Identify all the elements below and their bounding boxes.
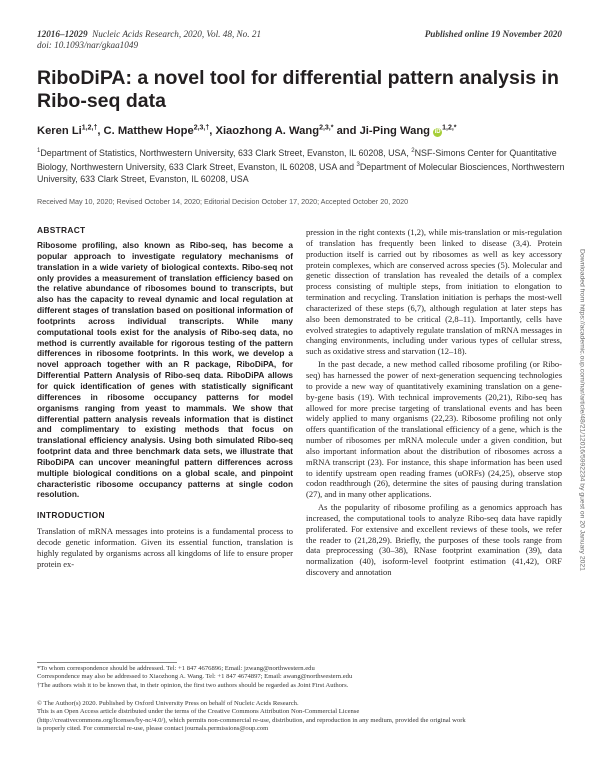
journal-info: Nucleic Acids Research, 2020, Vol. 48, No. 21 bbox=[92, 29, 262, 39]
affiliations: $^1$Department of Statistics, Northwestern University, 633 Clark Street, Evanston, IL 60208, USA, $^2$NSF-Simons Center for Quantitative Biology, Northwestern University, 633 Clark Street, Evanston, IL 60208, USA and $^3$Department of Molecular Biosciences, Northwestern University, 633 Clark Street, Evanston, IL 60208, USA bbox=[37, 147, 565, 184]
authors-text: Keren $Li^{1,2,\dagger}$, C. Matthew Hope$^{2,3,\dagger}$, Xiaozhong A. Wang$^{2,3,*}$ and Ji-Ping Wang $iD^{1,2,*}$ bbox=[37, 124, 457, 137]
intro-paragraph-3: As the popularity of ribosome profiling as a genomics approach has increased, the computational tools to analyze Ribo-seq data have rapidly proliferated. For extensive and excellent reviews of these tools, we refer the reader to (21,28,29). Briefly, the purposes of these tools range from data preprocessing (30–38), RNase footprint examination (39), data normalization (40), isoform-level footprint estimation (41,42), ORF discovery and annotation bbox=[306, 502, 562, 578]
right-column bbox=[306, 227, 562, 578]
header-citation bbox=[37, 29, 261, 40]
intro-paragraph-2: In the past decade, a new method called ribosome profiling (or Ribo-seq) has harnessed the power of next-generation sequencing technologies to provide a new way of quantitatively examining translation on a gene-by-gene basis (19). With technical improvements (20,21), Ribo-seq has allowed for more precise targeting of translational events and has been widely applied to many organisms (22,23). Ribosome profiling not only offers quantification of the translational efficiency of a gene, which is the number of ribosomes per mRNA molecule under a given condition, but also important information about the distribution of ribosomes across a mRNA transcript (23). For instance, this shape information has been used to identify upstream open reading frames (uORFs) (24,25), observe stop codon readthrough (26), determine the sites of pausing during translation (27), and in many other applications. bbox=[306, 359, 562, 500]
introduction-heading: INTRODUCTION bbox=[37, 510, 105, 521]
intro-paragraph-1: Translation of mRNA messages into proteins is a fundamental process to decode genetic information. Given its essential function, translation is highly regulated by organisms across all kingdoms of life to ensure proper protein ex- bbox=[37, 526, 293, 569]
copyright-line-3[interactable]: (http://creativecommons.org/licenses/by-nc/4.0/), which permits non-commercial re-use, distribution, and reproduction in any medium, provided the original work bbox=[37, 716, 466, 724]
publication-date: Published online 19 November 2020 bbox=[424, 29, 562, 39]
article-title: RiboDiPA: a novel tool for differential pattern analysis in Ribo-seq data bbox=[37, 67, 559, 112]
copyright-notice bbox=[37, 700, 565, 733]
footnote-divider bbox=[37, 662, 177, 663]
download-watermark bbox=[576, 210, 588, 610]
doi[interactable]: doi: 10.1093/nar/gkaa1049 bbox=[37, 40, 139, 50]
download-watermark-text: Downloaded from https://academic.oup.com/nar/article/48/21/12016/5992234 by guest on 20 January 2021 bbox=[578, 249, 586, 571]
footnotes bbox=[37, 665, 497, 690]
left-column bbox=[37, 225, 293, 570]
author-list bbox=[37, 121, 562, 138]
footnote-correspondence-1: *To whom correspondence should be addressed. Tel: +1 847 4676896; Email: jzwang@northwestern.edu bbox=[37, 665, 315, 672]
abstract-text: Ribosome profiling, also known as Ribo-seq, has become a popular approach to investigate regulatory mechanisms of translation in a wide variety of biological contexts. Ribo-seq not only provides a measurement of translation efficiency based on the relative abundance of ribosomes bound to transcripts, but also has the capacity to reveal dynamic and local regulation at different stages of translation based on positional information of footprints across individual transcripts. While many computational tools exist for the analysis of Ribo-seq data, no method is currently available for rigorous testing of the pattern differences in ribosome footprints. In this work, we develop a novel approach together with an R package, RiboDiPA, for Differential Pattern Analysis of Ribo-seq data. RiboDiPA allows for quick identification of genes with statistically significant differences in ribosome occupancy patterns for model organisms ranging from yeast to mammals. We show that differential pattern analysis reveals information that is distinct and complimentary to existing methods that focus on translational efficiency analysis. Using both simulated Ribo-seq footprint data and three benchmark data sets, we illustrate that RiboDiPA can uncover meaningful pattern differences across multiple biological conditions on a global scale, and pinpoint characteristic ribosome occupancy patterns at single codon resolution. bbox=[37, 241, 293, 500]
page-range: 12016–12029 bbox=[37, 29, 88, 39]
abstract-heading: ABSTRACT bbox=[37, 225, 86, 235]
intro-paragraph-1-continued: pression in the right contexts (1,2), while mis-translation or mis-regulation of translation has frequently been linked to disease (3,4). Protein production itself is carried out by ribosomes as well as key accessory protein complexes, which are conserved across species (5). Molecular and genetic dissection of translation has revealed the details of a complex process consisting of multiple steps, from initiation to elongation to termination and recycling. Translation initiation is perhaps the most-well characterized of these steps (6,7), although regulation at later steps has also been demonstrated to be critical (2,8–11). Importantly, cells have evolved strategies to adaptively regulate translation of mRNA messages in changing environments, including under various types of cellular stress, such as oxidative stress and starvation (12–18). bbox=[306, 227, 562, 357]
footnote-joint-authors: †The authors wish it to be known that, in their opinion, the first two authors should be regarded as Joint First Authors. bbox=[37, 681, 349, 689]
orcid-icon[interactable]: iD bbox=[434, 128, 441, 135]
copyright-line-2: This is an Open Access article distributed under the terms of the Creative Commons Attribution Non-Commercial License bbox=[37, 708, 360, 716]
footnote-correspondence-2: Correspondence may also be addressed to Xiaozhong A. Wang. Tel: +1 847 4674897; Email: awang@northwestern.edu bbox=[37, 673, 353, 681]
copyright-line-1: © The Author(s) 2020. Published by Oxford University Press on behalf of Nucleic Acids Research. bbox=[37, 700, 299, 707]
submission-dates: Received May 10, 2020; Revised October 14, 2020; Editorial Decision October 17, 2020; Accepted October 20, 2020 bbox=[37, 197, 409, 206]
copyright-line-4: is properly cited. For commercial re-use, please contact journals.permissions@oup.com bbox=[37, 724, 269, 732]
